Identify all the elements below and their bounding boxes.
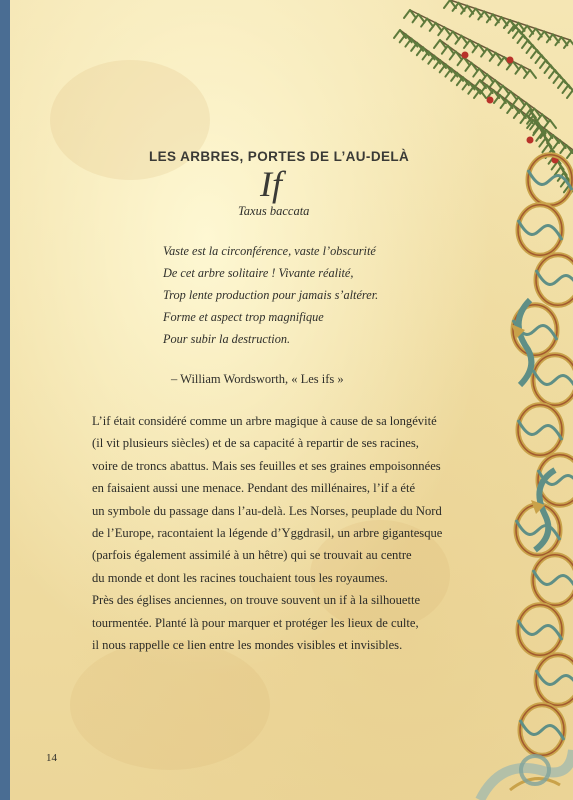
body-line: (parfois également assimilé à un hêtre) qui se trouvait au centre: [92, 548, 412, 563]
body-line: (il vit plusieurs siècles) et de sa capacité à repartir de ses racines,: [92, 436, 419, 451]
body-line: en faisaient aussi une menace. Pendant des millénaires, l’if a été: [92, 481, 416, 496]
body-line: tourmentée. Planté là pour marquer et protéger les lieux de culte,: [92, 615, 419, 630]
poem-line: De cet arbre solitaire ! Vivante réalité,: [163, 266, 354, 280]
body-line: voire de troncs abattus. Mais ses feuilles et ses graines empoisonnées: [92, 458, 441, 473]
page-number: 14: [46, 752, 57, 764]
root-swirl-icon: [480, 750, 573, 800]
poem-line: Pour subir la destruction.: [163, 332, 291, 346]
body-line: il nous rappelle ce lien entre les mondes visibles et invisibles.: [92, 638, 403, 653]
poem-line: Forme et aspect trop magnifique: [163, 310, 324, 324]
body-line: Près des églises anciennes, on trouve souvent un if à la silhouette: [92, 593, 421, 608]
latin-name: Taxus baccata: [238, 204, 310, 218]
yew-branch-icon: [394, 0, 573, 198]
page-heading: LES ARBRES, PORTES DE L’AU-DELÀ: [149, 149, 410, 164]
body-paragraph: [92, 410, 492, 656]
celtic-knot-column: [513, 155, 573, 756]
drop-title: If: [260, 164, 282, 204]
poem-attribution: – William Wordsworth, « Les ifs »: [171, 372, 344, 386]
body-line: du monde et dont les racines touchaient tous les royaumes.: [92, 570, 388, 585]
body-line: un symbole du passage dans l’au-delà. Les Norses, peuplade du Nord: [92, 503, 442, 518]
body-line: L’if était considéré comme un arbre magique à cause de sa longévité: [92, 414, 437, 428]
poem: [163, 240, 463, 350]
poem-line: Vaste est la circonférence, vaste l’obscurité: [163, 244, 376, 258]
body-line: de l’Europe, racontaient la légende d’Yggdrasil, un arbre gigantesque: [92, 526, 443, 541]
book-page: [10, 0, 573, 800]
celtic-knot-border-illustration: [10, 0, 573, 800]
poem-line: Trop lente production pour jamais s’altérer.: [163, 288, 379, 302]
